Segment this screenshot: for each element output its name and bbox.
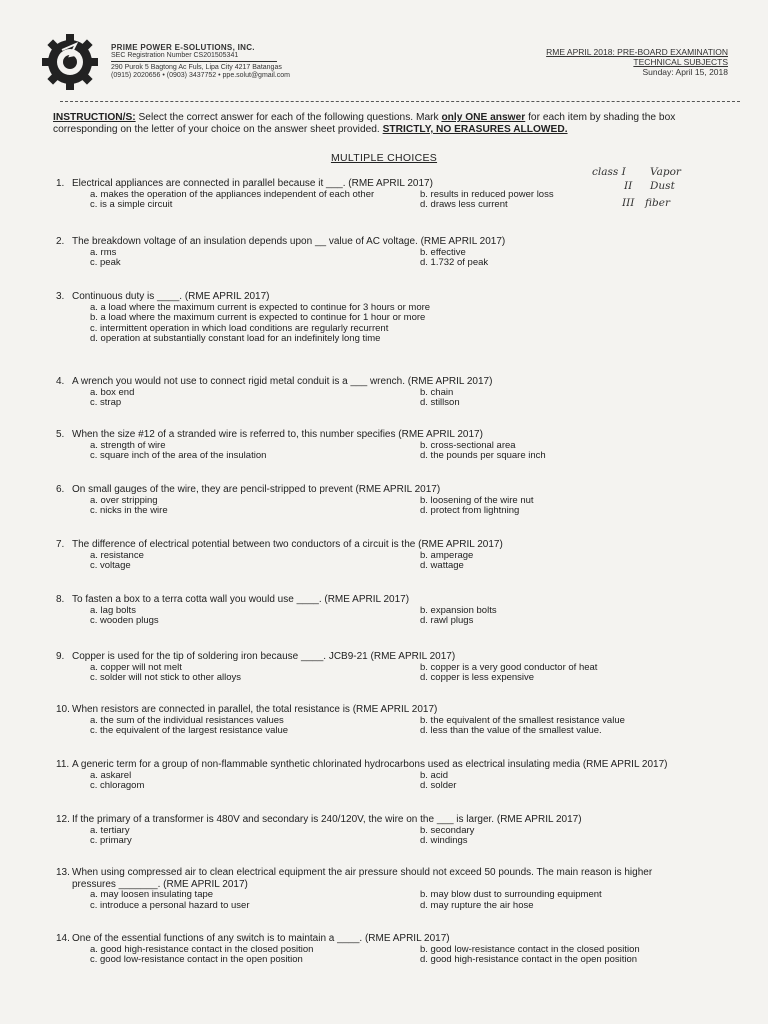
choice-b: b. a load where the maximum current is expected to continue for 1 hour or more <box>90 312 426 323</box>
choice-a: a. lag bolts <box>90 604 136 616</box>
choice-a: a. askarel <box>90 769 132 781</box>
choice-a: a. copper will not melt <box>90 661 182 673</box>
choice-c: c. nicks in the wire <box>90 505 168 516</box>
question-text: If the primary of a transformer is 480V and secondary is 240/120V, the wire on the ___ is larger. (RME APRIL 2017) <box>72 814 582 825</box>
choice-d: d. may rupture the air hose <box>420 899 534 911</box>
choice-b: b. chain <box>420 386 454 398</box>
choice-d: d. rawl plugs <box>420 615 474 626</box>
question-text: To fasten a box to a terra cotta wall you would use ____. (RME APRIL 2017) <box>72 594 410 605</box>
choice-c: c. peak <box>90 257 121 268</box>
choice-d: d. 1.732 of peak <box>420 257 489 268</box>
choice-a: a. makes the operation of the appliances independent of each other <box>90 188 375 200</box>
question-9: 9. Copper is used for the tip of soldering iron because ____. JCB9-21 (RME APRIL 2017) a. copper will not melt b. copper is a very good conductor of heat c. solder will not stick to other alloys d. copper is less expensive <box>56 651 742 684</box>
choice-b: b. the equivalent of the smallest resistance value <box>420 714 625 726</box>
choice-c: c. wooden plugs <box>90 615 159 626</box>
choice-b: b. may blow dust to surrounding equipment <box>420 889 602 900</box>
section-title: MULTIPLE CHOICES <box>330 152 438 164</box>
exam-info <box>546 47 728 77</box>
question-text: The breakdown voltage of an insulation depends upon __ value of AC voltage. (RME APRIL 2017) <box>72 236 506 247</box>
question-10: 10. When resistors are connected in parallel, the total resistance is (RME APRIL 2017) a. the sum of the individual resistances values b. the equivalent of the smallest resistance value c. the equivalent of the largest resistance value d. less than the value of the smallest value. <box>56 704 742 737</box>
question-text: When the size #12 of a stranded wire is referred to, this number specifies (RME APRIL 2017) <box>72 429 483 440</box>
question-text: Continuous duty is ____. (RME APRIL 2017) <box>72 291 270 302</box>
question-text: On small gauges of the wire, they are pencil-stripped to prevent (RME APRIL 2017) <box>72 484 441 495</box>
question-text: Copper is used for the tip of soldering iron because ____. JCB9-21 (RME APRIL 2017) <box>72 651 456 662</box>
choice-a: a. resistance <box>90 549 144 561</box>
choice-c: c. square inch of the area of the insulation <box>90 450 267 461</box>
handwritten-fiber: fiber <box>645 197 670 209</box>
choice-d: d. copper is less expensive <box>420 672 535 683</box>
choice-d: d. stillson <box>420 397 460 408</box>
choice-d: d. draws less current <box>420 199 508 210</box>
question-text: When using compressed air to clean electrical equipment the air pressure should not exceed 50 pounds. The main reason is higher <box>72 867 653 878</box>
choice-a: a. strength of wire <box>90 439 166 451</box>
choice-c: c. strap <box>90 397 122 408</box>
handwritten-class-2: II <box>624 180 633 192</box>
choice-d: d. operation at substantially constant load for an indefinitely long time <box>90 333 381 344</box>
handwritten-class-3: III <box>622 197 635 209</box>
instructions-label: INSTRUCTION/S: <box>53 112 136 123</box>
choice-c: c. voltage <box>90 560 131 571</box>
company-name: PRIME POWER E-SOLUTIONS, INC. <box>111 43 255 52</box>
sec-registration: SEC Registration Number CS201505341 <box>111 52 239 59</box>
question-12: 12. If the primary of a transformer is 480V and secondary is 240/120V, the wire on the ___ is larger. (RME APRIL 2017) a. tertiary b. secondary c. primary d. windings <box>56 814 742 847</box>
handwritten-dust: Dust <box>650 180 675 192</box>
choice-d: d. solder <box>420 780 457 791</box>
instructions-emphasis: only ONE answer <box>441 112 526 123</box>
question-text: The difference of electrical potential between two conductors of a circuit is the (RME APRIL 2017) <box>72 539 503 550</box>
choice-a: a. good high-resistance contact in the closed position <box>90 943 314 955</box>
choice-d: d. wattage <box>420 560 464 571</box>
choice-a: a. tertiary <box>90 824 130 836</box>
exam-subject: TECHNICAL SUBJECTS <box>633 57 728 67</box>
choice-d: d. windings <box>420 835 468 846</box>
choice-c: c. chloragom <box>90 780 145 791</box>
question-8: 8. To fasten a box to a terra cotta wall you would use ____. (RME APRIL 2017) a. lag bolts b. expansion bolts c. wooden plugs d. rawl plugs <box>56 594 742 627</box>
handwritten-vapor: Vapor <box>650 166 681 178</box>
instructions-strict: STRICTLY, NO ERASURES ALLOWED. <box>382 124 568 135</box>
question-4: 4. A wrench you would not use to connect rigid metal conduit is a ___ wrench. (RME APRIL 2017) a. box end b. chain c. strap d. stillson <box>56 376 742 409</box>
choice-c: c. good low-resistance contact in the open position <box>90 954 303 965</box>
choice-b: b. copper is a very good conductor of heat <box>420 661 598 673</box>
question-text: A generic term for a group of non-flammable synthetic chlorinated hydrocarbons used as electrical insulating media (RME APRIL 2017) <box>72 759 668 770</box>
question-text: A wrench you would not use to connect rigid metal conduit is a ___ wrench. (RME APRIL 2017) <box>72 376 493 387</box>
choice-b: b. expansion bolts <box>420 604 497 616</box>
choice-d: d. protect from lightning <box>420 505 520 516</box>
question-6: 6. On small gauges of the wire, they are pencil-stripped to prevent (RME APRIL 2017) a. over stripping b. loosening of the wire nut c. nicks in the wire d. protect from lightning <box>56 484 742 517</box>
choice-c: c. primary <box>90 835 132 846</box>
choice-c: c. introduce a personal hazard to user <box>90 899 250 911</box>
choice-b: b. secondary <box>420 824 475 836</box>
choice-a: a. box end <box>90 386 135 398</box>
choice-c: c. is a simple circuit <box>90 199 173 210</box>
choice-d: d. good high-resistance contact in the open position <box>420 954 638 965</box>
question-7: 7. The difference of electrical potential between two conductors of a circuit is the (RME APRIL 2017) a. resistance b. amperage c. voltage d. wattage <box>56 539 742 572</box>
choice-b: b. good low-resistance contact in the closed position <box>420 943 640 955</box>
instructions-text-2: for each item by shading the box corresponding on the letter of your choice on the answer sheet provided. <box>53 112 676 135</box>
choice-a: a. the sum of the individual resistances values <box>90 714 284 726</box>
question-13: 13. When using compressed air to clean electrical equipment the air pressure should not exceed 50 pounds. The main reason is higher pressures _______. (RME APRIL 2017) a. may loosen insulating tape b. may blow dust to surrounding equipment c. introduce a personal hazard to user d. may rupture the air hose <box>56 867 742 911</box>
question-1: 1. Electrical appliances are connected in parallel because it ___. (RME APRIL 2017) a. makes the operation of the appliances independent of each other b. results in reduced power loss c. is a simple circuit d. draws less current <box>56 178 742 211</box>
exam-date: Sunday: April 15, 2018 <box>642 67 728 77</box>
instructions <box>53 112 740 136</box>
company-address: 290 Purok 5 Bagtong Ac Fuls, Lipa City 4217 Batangas <box>111 64 282 71</box>
choice-d: d. the pounds per square inch <box>420 450 546 461</box>
choice-c: c. the equivalent of the largest resistance value <box>90 725 289 736</box>
choice-c: c. intermittent operation in which load conditions are regularly recurrent <box>90 322 389 334</box>
choice-b: b. loosening of the wire nut <box>420 494 534 506</box>
choice-b: b. amperage <box>420 549 474 561</box>
choice-b: b. cross-sectional area <box>420 439 516 451</box>
question-2: 2. The breakdown voltage of an insulation depends upon __ value of AC voltage. (RME APRIL 2017) a. rms b. effective c. peak d. 1.732 of peak <box>56 236 742 269</box>
question-14: 14. One of the essential functions of any switch is to maintain a ____. (RME APRIL 2017) a. good high-resistance contact in the closed position b. good low-resistance contact in the closed position c. good low-resistance contact in the open position d. good high-resistance contact in the open position <box>56 933 742 966</box>
company-logo-gear-icon <box>40 32 100 92</box>
company-contact: (0915) 2020656 • (0903) 3437752 • ppe.solut@gmail.com <box>111 72 290 79</box>
question-11: 11. A generic term for a group of non-flammable synthetic chlorinated hydrocarbons used as electrical insulating media (RME APRIL 2017) a. askarel b. acid c. chloragom d. solder <box>56 759 742 792</box>
instructions-text-1: Select the correct answer for each of the following questions. Mark <box>138 112 439 123</box>
choice-a: a. may loosen insulating tape <box>90 889 214 900</box>
question-text-continued: pressures _______. (RME APRIL 2017) <box>72 878 248 890</box>
question-5: 5. When the size #12 of a stranded wire is referred to, this number specifies (RME APRIL 2017) a. strength of wire b. cross-sectional area c. square inch of the area of the insulation d. the pounds per square inch <box>56 429 742 462</box>
question-text: One of the essential functions of any switch is to maintain a ____. (RME APRIL 2017) <box>72 933 450 944</box>
choice-a: a. rms <box>90 246 117 258</box>
choice-b: b. acid <box>420 769 448 781</box>
company-block <box>111 44 290 80</box>
choice-d: d. less than the value of the smallest value. <box>420 725 602 736</box>
question-text: When resistors are connected in parallel, the total resistance is (RME APRIL 2017) <box>72 704 438 715</box>
choice-c: c. solder will not stick to other alloys <box>90 672 242 683</box>
choice-b: b. results in reduced power loss <box>420 188 554 200</box>
handwritten-class-1: class I <box>592 166 626 178</box>
choice-b: b. effective <box>420 246 466 258</box>
question-3: 3. Continuous duty is ____. (RME APRIL 2017) a. a load where the maximum current is expected to continue for 3 hours or more b. a load where the maximum current is expected to continue for 1 hour or more c. intermittent operation in which load conditions are regularly recurrent d. operation at substantially constant load for an indefinitely long time <box>56 291 742 345</box>
choice-a: a. over stripping <box>90 494 158 506</box>
choice-a: a. a load where the maximum current is expected to continue for 3 hours or more <box>90 301 431 313</box>
header-divider <box>60 101 740 102</box>
exam-title: RME APRIL 2018: PRE-BOARD EXAMINATION <box>546 47 728 57</box>
question-text: Electrical appliances are connected in parallel because it ___. (RME APRIL 2017) <box>72 178 433 189</box>
